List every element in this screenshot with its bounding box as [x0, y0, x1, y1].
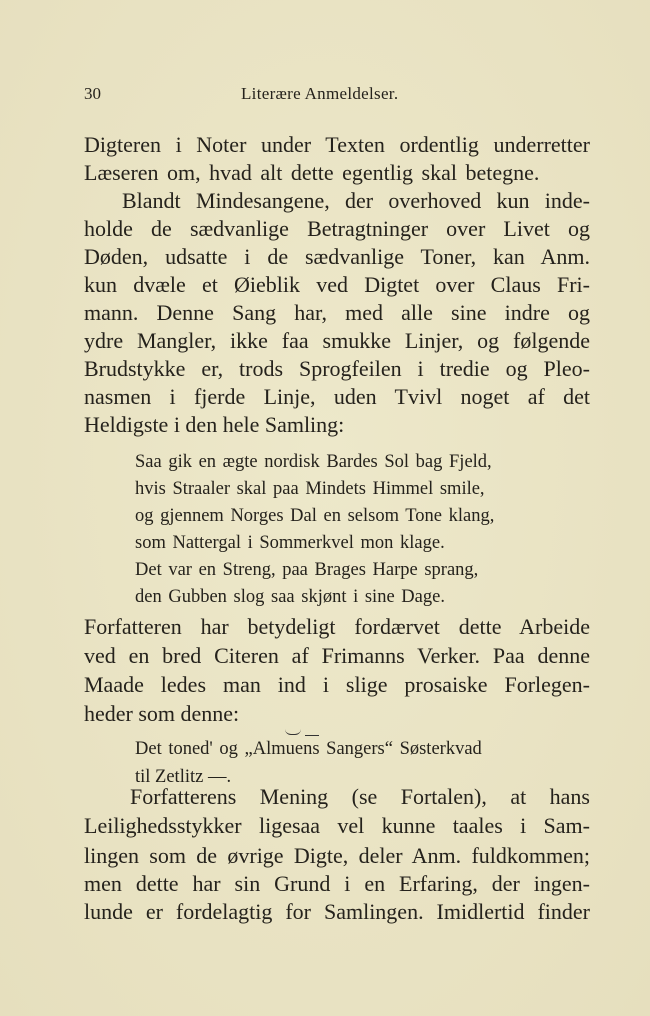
verse-line: Det var en Streng, paa Brages Harpe sprang,: [135, 560, 479, 580]
running-title: Literære Anmeldelser.: [241, 84, 399, 103]
text-line: Digteren i Noter under Texten ordentlig underretter: [84, 132, 590, 157]
text-line: ydre Mangler, ikke faa smukke Linjer, og følgende: [84, 328, 590, 353]
text-line: Læseren om, hvad alt dette egentlig skal betegne.: [84, 160, 540, 185]
verse-line: og gjennem Norges Dal en selsom Tone klang,: [135, 506, 495, 526]
text-line: lunde er fordelagtig for Samlingen. Imidlertid finder: [84, 899, 590, 924]
text-line: Forfatteren har betydeligt fordærvet dette Arbeide: [84, 614, 590, 639]
text-line: kun dvæle et Øieblik ved Digtet over Claus Fri-: [84, 272, 590, 297]
text-line: mann. Denne Sang har, med alle sine indre og: [84, 300, 590, 325]
text-line: Døden, udsatte i de sædvanlige Toner, kan Anm.: [84, 244, 590, 269]
text-line: heder som denne:: [84, 701, 240, 726]
text-line: Brudstykke er, trods Sprogfeilen i tredie og Pleo-: [84, 356, 590, 381]
text-line: Leilighedsstykker ligesaa vel kunne taales i Sam-: [84, 813, 590, 838]
verse-line: Det toned' og „Almuens Sangers“ Søsterkvad: [135, 739, 482, 759]
page-number: 30: [84, 84, 101, 103]
text-line: lingen som de øvrige Digte, deler Anm. fuldkommen;: [84, 843, 590, 868]
text-line: ved en bred Citeren af Frimanns Verker. Paa denne: [84, 643, 590, 668]
verse-line: som Nattergal i Sommerkvel mon klage.: [135, 533, 445, 553]
text-line: holde de sædvanlige Betragtninger over Livet og: [84, 216, 590, 241]
text-line: Maade ledes man ind i slige prosaiske Forlegen-: [84, 672, 590, 697]
text-line: Blandt Mindesangene, der overhoved kun inde-: [122, 188, 590, 213]
text-line: men dette har sin Grund i en Erfaring, der ingen-: [84, 871, 590, 896]
verse-line: til Zetlitz —.: [135, 767, 232, 787]
text-line: Forfatterens Mening (se Fortalen), at hans: [130, 784, 590, 809]
verse-line: den Gubben slog saa skjønt i sine Dage.: [135, 587, 445, 607]
text-line: nasmen i fjerde Linje, uden Tvivl noget af det: [84, 384, 590, 409]
verse-line: Saa gik en ægte nordisk Bardes Sol bag Fjeld,: [135, 452, 492, 472]
text-line: Heldigste i den hele Samling:: [84, 412, 345, 437]
verse-line: hvis Straaler skal paa Mindets Himmel smile,: [135, 479, 485, 499]
